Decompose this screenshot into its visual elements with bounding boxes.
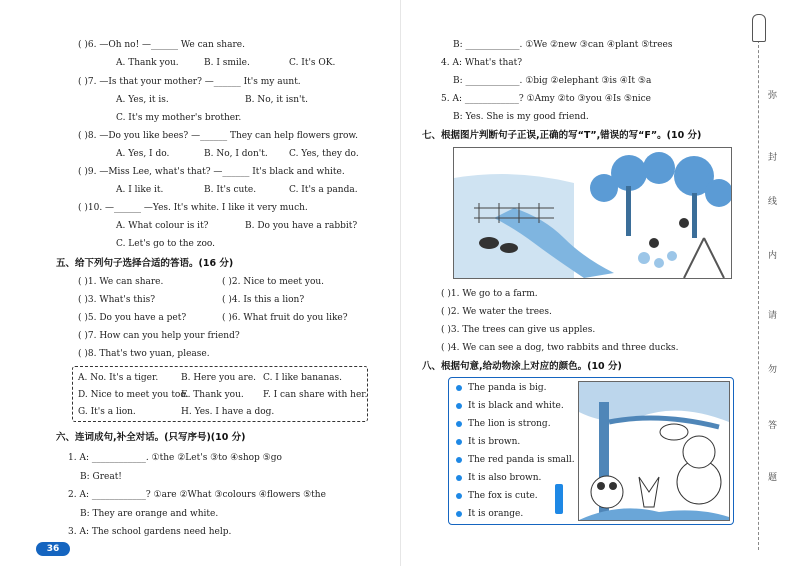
q7-option-a: A. Yes, it is. [116,95,169,105]
sec6-q1-a: 1. A: ____________. ①the ②Let's ③to ④shop ⑤go [68,453,282,463]
bullet-icon [456,385,462,391]
sec6-q4-b: B: ____________. ①big ②elephant ③is ④It ⑤a [453,76,652,86]
sec5-item-1: ( )1. We can share. [78,277,164,287]
section7-title: 七、根据图片判断句子正误,正确的写“T”,错误的写“F”。(10 分) [422,130,702,141]
q10-option-a: A. What colour is it? [116,221,209,231]
sec8-item-8: It is orange. [456,509,523,520]
q10-option-c: C. Let's go to the zoo. [116,239,215,249]
sec8-item-2: It is black and white. [456,401,564,412]
page-number-badge [36,542,70,556]
q6-option-c: C. It's OK. [289,58,336,68]
sec8-item-6: It is also brown. [456,473,541,484]
sec5-option-a: A. No. It's a tiger. [78,373,159,383]
section8-title: 八、根据句意,给动物涂上对应的颜色。(10 分) [422,361,622,372]
bullet-icon [456,403,462,409]
sec5-option-d: D. Nice to meet you too. [78,390,189,400]
q8-option-a: A. Yes, I do. [116,149,170,159]
sec6-q1-b: B: Great! [80,472,122,482]
page-number: 36 [46,544,60,554]
sec6-q3-a: 3. A: The school gardens need help. [68,527,232,537]
margin-char: 答 [768,421,778,431]
center-fold [400,0,401,566]
sec6-q5-a: 5. A: ____________? ①Amy ②to ③you ④Is ⑤nice [441,94,651,104]
q8-option-c: C. Yes, they do. [289,149,359,159]
q6-stem: ( )6. —Oh no! —______ We can share. [78,40,245,50]
sec5-item-6: ( )6. What fruit do you like? [222,313,348,323]
q8-option-b: B. No, I don't. [204,149,268,159]
sec6-q4-a: 4. A: What's that? [441,58,523,68]
binding-line [758,30,760,550]
crayon-icon [555,484,563,514]
bullet-icon [456,475,462,481]
q9-option-b: B. It's cute. [204,185,257,195]
sec6-q5-b: B: Yes. She is my good friend. [453,112,589,122]
sec6-q3-b: B: ____________. ①We ②new ③can ④plant ⑤trees [453,40,673,50]
bullet-icon [456,511,462,517]
q6-option-b: B. I smile. [204,58,250,68]
farm-illustration [454,148,731,278]
animals-illustration [579,382,729,520]
bullet-icon [456,439,462,445]
sec8-item-1: The panda is big. [456,383,547,394]
margin-char: 内 [768,251,778,261]
sec8-item-5: The red panda is small. [456,455,575,466]
sec5-item-2: ( )2. Nice to meet you. [222,277,325,287]
sec5-option-g: G. It's a lion. [78,407,136,417]
sec5-item-7: ( )7. How can you help your friend? [78,331,240,341]
margin-char: 请 [768,311,778,321]
animals-picture [578,381,730,521]
sec7-item-4: ( )4. We can see a dog, two rabbits and three ducks. [441,343,679,353]
q7-stem: ( )7. —Is that your mother? —______ It's my aunt. [78,77,301,87]
q10-stem: ( )10. —______ —Yes. It's white. I like it very much. [78,203,308,213]
q9-option-c: C. It's a panda. [289,185,358,195]
bullet-icon [456,421,462,427]
margin-char: 弥 [768,91,778,101]
bullet-icon [456,457,462,463]
sec8-item-7: The fox is cute. [456,491,538,502]
sec7-item-3: ( )3. The trees can give us apples. [441,325,596,335]
q8-stem: ( )8. —Do you like bees? —______ They can help flowers grow. [78,131,358,141]
sec5-option-c: C. I like bananas. [263,373,343,383]
sec5-item-5: ( )5. Do you have a pet? [78,313,187,323]
q7-option-c: C. It's my mother's brother. [116,113,242,123]
q10-option-b: B. Do you have a rabbit? [245,221,358,231]
bullet-icon [456,493,462,499]
sec5-option-e: E. Thank you. [181,390,244,400]
rocket-icon [752,14,766,42]
sec5-option-h: H. Yes. I have a dog. [181,407,275,417]
margin-char: 题 [768,473,778,483]
sec5-option-b: B. Here you are. [181,373,257,383]
sec5-item-3: ( )3. What's this? [78,295,156,305]
sec5-item-8: ( )8. That's two yuan, please. [78,349,210,359]
farm-picture [453,147,732,279]
sec5-option-f: F. I can share with her. [263,390,368,400]
sec6-q2-a: 2. A: ____________? ①are ②What ③colours ④flowers ⑤the [68,490,326,500]
sec8-item-4: It is brown. [456,437,520,448]
margin-char: 线 [768,197,778,207]
sec6-q2-b: B: They are orange and white. [80,509,219,519]
q7-option-b: B. No, it isn't. [245,95,308,105]
sec7-item-1: ( )1. We go to a farm. [441,289,538,299]
section5-title: 五、给下列句子选择合适的答语。(16 分) [56,258,234,269]
sec8-item-3: The lion is strong. [456,419,551,430]
margin-char: 封 [768,153,778,163]
section6-title: 六、连词成句,补全对话。(只写序号)(10 分) [56,432,246,443]
q6-option-a: A. Thank you. [116,58,179,68]
q9-stem: ( )9. —Miss Lee, what's that? —______ It's black and white. [78,167,345,177]
q9-option-a: A. I like it. [116,185,164,195]
sec7-item-2: ( )2. We water the trees. [441,307,552,317]
margin-char: 勿 [768,365,778,375]
sec5-item-4: ( )4. Is this a lion? [222,295,305,305]
